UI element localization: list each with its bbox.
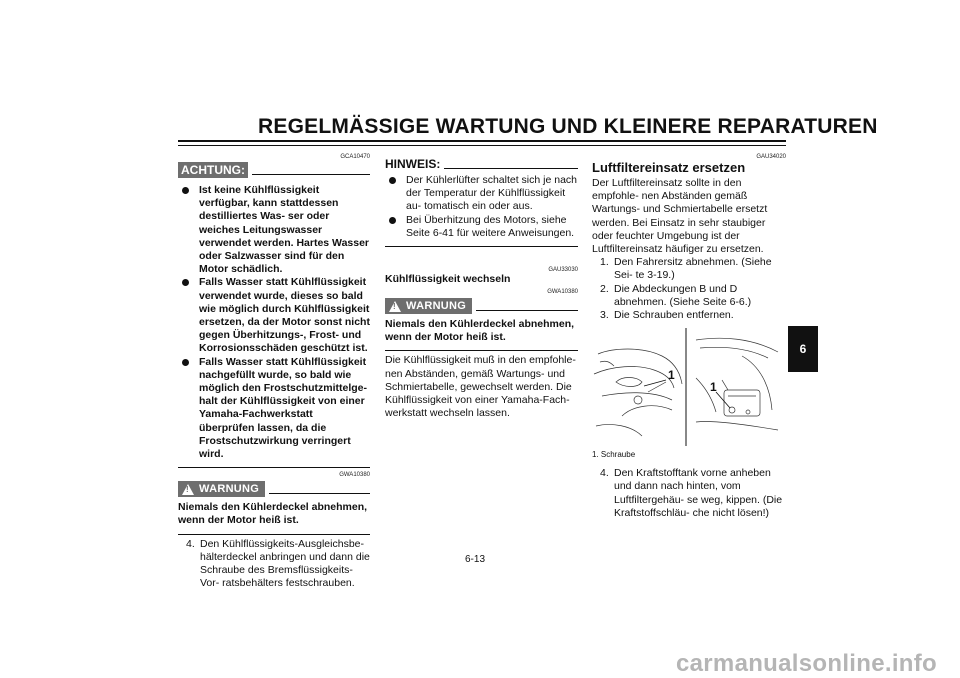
hinweis-rule [444, 168, 578, 169]
hinweis-bullet-list [385, 174, 578, 240]
divider [385, 246, 578, 247]
step-text: Die Schrauben entfernen. [614, 309, 734, 322]
step-text: Den Kraftstofftank vorne anheben und dann nach hinten, vom Luftfiltergehäu- se weg, kippen. (Die Kraftstoffschläu- che nicht lösen!) [614, 467, 783, 519]
achtung-bullet-list [178, 184, 370, 461]
step-text: Den Fahrersitz abnehmen. (Siehe Sei- te 3-19.) [614, 256, 772, 282]
achtung-rule [252, 174, 370, 175]
warning-heading [178, 481, 370, 497]
list-item [592, 467, 786, 520]
warning-triangle-icon: ! [182, 484, 194, 495]
list-item [592, 256, 786, 282]
warning-label: WARNUNG [406, 300, 467, 313]
list-item: Falls Wasser statt Kühlflüssigkeit verwendet wurde, dieses so bald wie möglich durch Kühlflüssigkeit ersetzen, da der Motor sonst nicht gegen Überhitzungs-, Frost- und Korrosionsschäden geschützt ist. [178, 276, 370, 355]
warning-label: WARNUNG [199, 483, 260, 496]
step-list [178, 538, 370, 591]
figure-caption: 1. Schraube [592, 450, 636, 460]
list-item [178, 538, 370, 591]
list-item [592, 283, 786, 309]
step-list [592, 467, 786, 520]
section-heading: Luftfiltereinsatz ersetzen [592, 160, 746, 175]
watermark: carmanualsonline.info [676, 650, 938, 677]
section-subheading: Kühlflüssigkeit wechseln [385, 273, 511, 286]
ref-code: GWA10380 [339, 472, 370, 479]
page-header-title: REGELMÄSSIGE WARTUNG UND KLEINERE REPARATUREN [258, 115, 878, 138]
paragraph: Der Luftfiltereinsatz sollte in den empfohle- nen Abständen gemäß Wartungs- und Schmiertabelle ersetzt werden. Bei Einsatz in sehr staubiger oder feuchter Umgebung ist der Luftfiltereinsatz häufiger zu ersetzen. [592, 177, 768, 256]
warning-rule [269, 493, 370, 494]
divider [385, 350, 578, 351]
divider [178, 467, 370, 468]
list-item [592, 309, 786, 322]
hinweis-heading [385, 157, 578, 171]
ref-code: GAU33030 [548, 267, 578, 274]
paragraph: Die Kühlflüssigkeit muß in den empfohle- nen Abständen, gemäß Wartungs- und Schmiertabelle, gewechselt werden. Die Kühlflüssigkeit von einer Yamaha-Fach- werkstatt wechseln lassen. [385, 354, 576, 420]
step-number: 1. [600, 256, 609, 269]
figure-label: 1 [668, 368, 675, 383]
ref-code: GWA10380 [547, 289, 578, 296]
ref-code: GAU34020 [756, 154, 786, 160]
warning-text: Niemals den Kühlerdeckel abnehmen, wenn der Motor heiß ist. [385, 318, 575, 344]
achtung-heading [178, 162, 370, 178]
step-number: 3. [600, 309, 609, 322]
motorcycle-parts-illustration [592, 326, 786, 448]
list-item: Bei Überhitzung des Motors, siehe Seite 6-41 für weitere Anweisungen. [385, 214, 578, 240]
page-number: 6-13 [465, 554, 486, 565]
figure-label: 1 [710, 380, 717, 395]
step-number: 4. [186, 537, 195, 550]
header-rule [178, 140, 786, 142]
column-1 [178, 150, 370, 590]
divider [178, 534, 370, 535]
warning-badge [385, 298, 472, 314]
list-item: Ist keine Kühlflüssigkeit verfügbar, kann stattdessen destilliertes Was- ser oder weiches Leitungswasser verwendet werden. Hartes Wasser oder Salzwasser sind für den Motor schädlich. [178, 184, 370, 276]
header-rule-thin [178, 145, 786, 146]
step-list [592, 256, 786, 322]
warning-text: Niemals den Kühlerdeckel abnehmen, wenn der Motor heiß ist. [178, 501, 368, 527]
step-number: 4. [600, 467, 609, 480]
chapter-tab: 6 [788, 326, 818, 372]
warning-rule [476, 310, 578, 311]
column-2 [385, 157, 578, 420]
warning-triangle-icon: ! [389, 301, 401, 312]
step-text: Die Abdeckungen B und D abnehmen. (Siehe Seite 6-6.) [614, 282, 752, 308]
achtung-label: ACHTUNG: [178, 162, 248, 178]
list-item: Der Kühlerlüfter schaltet sich je nach der Temperatur der Kühlflüssigkeit au- tomatisch ein oder aus. [385, 174, 578, 214]
step-number: 2. [600, 282, 609, 295]
warning-heading [385, 298, 578, 314]
ref-code: GCA10470 [340, 154, 370, 160]
hinweis-label: HINWEIS: [385, 157, 441, 171]
step-text: Den Kühlflüssigkeits-Ausgleichsbe- hälterdeckel anbringen und dann die Schraube des Bremsflüssigkeits-Vor- ratsbehälters festschrauben. [200, 537, 370, 590]
list-item: Falls Wasser statt Kühlflüssigkeit nachgefüllt wurde, so bald wie möglich den Frostschutzmittelge- halt der Kühlflüssigkeit von einer Yamaha-Fachwerkstatt überprüfen lassen, da die Frostschutzwirkung verringert wird. [178, 356, 370, 462]
warning-badge [178, 481, 265, 497]
figure-screws [592, 326, 786, 448]
column-3 [592, 150, 786, 520]
